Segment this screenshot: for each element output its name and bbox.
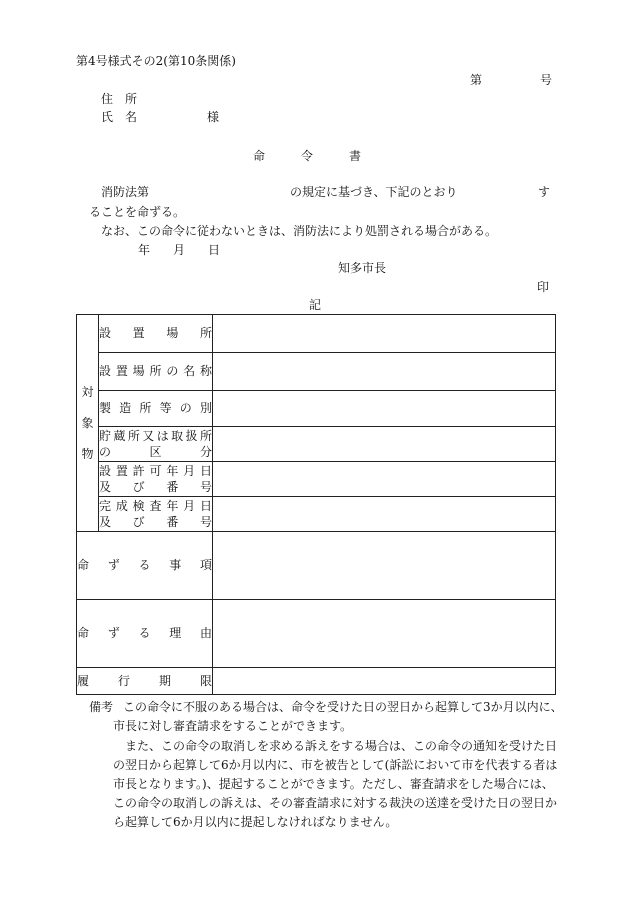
row-label-storage-class-2: の 区 分 <box>99 445 212 459</box>
row-label-permit-date-2: 及 び 番 号 <box>99 480 212 494</box>
name-label: 氏 名 <box>101 110 138 124</box>
date-day: 日 <box>208 243 221 257</box>
row-label-facility-type: 製 造 所 等 の 別 <box>99 401 212 416</box>
remarks-p1-line: この命令に不服のある場合は、命令を受けた日の翌日から起算して3か月以内に、 <box>123 700 563 714</box>
row-label-order-items: 命 ず る 事 項 <box>77 558 212 573</box>
value-cell-location[interactable] <box>213 315 556 353</box>
body-line2: ることを命ずる。 <box>89 205 186 219</box>
value-cell-order-items[interactable] <box>213 532 556 600</box>
row-label-location-name: 設 置 場 所 の 名 称 <box>99 364 212 379</box>
body-line3: なお、この命令に従わないときは、消防法により処罰される場合がある。 <box>101 224 498 238</box>
row-label-inspection-date-1: 完 成 検 査 年 月 日 <box>99 498 212 513</box>
value-cell-storage-class[interactable] <box>213 427 556 462</box>
number-go: 号 <box>540 73 553 87</box>
remarks-p2-line: ら起算して6か月以内に提起しなければなりません。 <box>113 815 398 829</box>
document-title: 命 令 書 <box>253 149 362 163</box>
target-vertical-label: 対 象 物 <box>77 315 99 532</box>
value-cell-permit-date[interactable] <box>213 462 556 497</box>
body-line1-right: す <box>538 185 551 199</box>
sama-label: 様 <box>207 110 220 124</box>
row-label-order-reason: 命 ず る 理 由 <box>77 626 212 641</box>
row-label-deadline: 履 行 期 限 <box>77 673 212 688</box>
remarks-p2-line: この命令の取消しの訴えは、その審査請求に対する裁決の送達を受けた日の翌日か <box>113 796 558 810</box>
value-cell-location-name[interactable] <box>213 353 556 391</box>
date-year: 年 <box>138 243 151 257</box>
mayor-label: 知多市長 <box>338 261 387 275</box>
value-cell-deadline[interactable] <box>213 668 556 695</box>
value-cell-inspection-date[interactable] <box>213 497 556 532</box>
seal-mark: 印 <box>537 280 550 294</box>
remarks-p1-line: 市長に対し審査請求をすることができます。 <box>113 719 353 733</box>
row-label-location: 設 置 場 所 <box>99 326 212 341</box>
row-label-inspection-date-2: 及 び 番 号 <box>99 515 212 529</box>
value-cell-order-reason[interactable] <box>213 600 556 668</box>
ki-label: 記 <box>309 298 322 312</box>
row-label-permit-date-1: 設 置 許 可 年 月 日 <box>99 463 212 478</box>
value-cell-facility-type[interactable] <box>213 391 556 427</box>
body-line1-mid: の規定に基づき、下記のとおり <box>290 185 458 199</box>
remarks-p2-line: 市長となります。)、提起することができます。ただし、審査請求をした場合には、 <box>113 777 554 791</box>
row-label-storage-class-1: 貯 蔵 所 又 は 取 扱 所 <box>99 428 212 443</box>
date-month: 月 <box>173 243 186 257</box>
order-form-table <box>76 314 556 695</box>
address-label: 住 所 <box>101 92 138 106</box>
remarks-p2-line: の翌日から起算して6か月以内に、市を被告として(訴訟において市を代表する者は <box>113 758 558 772</box>
number-dai: 第 <box>470 73 483 87</box>
remarks-p2-line: また、この命令の取消しを求める訴えをする場合は、この命令の通知を受けた日 <box>125 739 558 753</box>
form-id: 第4号様式その2(第10条関係) <box>76 54 236 68</box>
body-line1-left: 消防法第 <box>101 185 150 199</box>
remarks-label: 備考 <box>89 700 114 714</box>
